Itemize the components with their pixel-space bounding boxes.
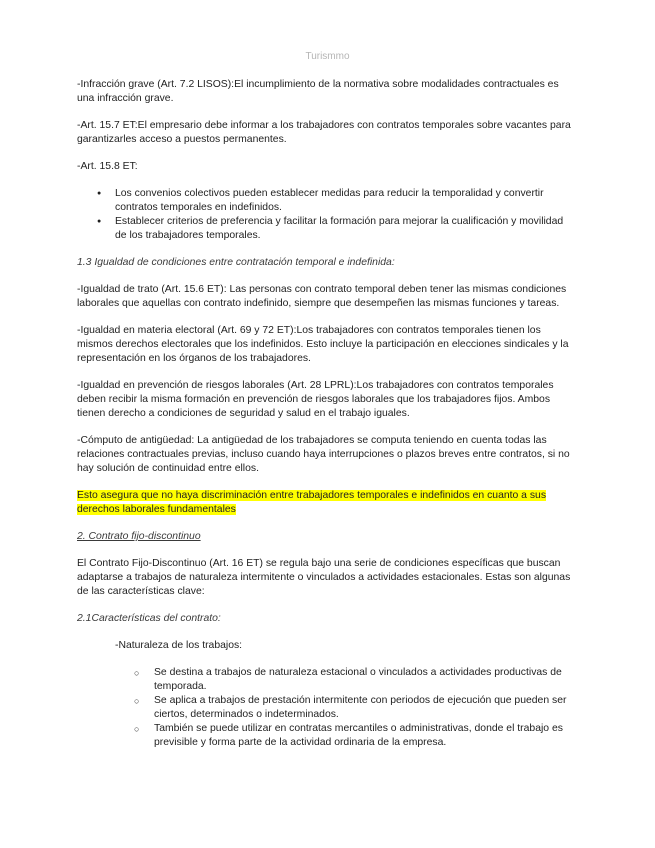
document-body	[77, 78, 577, 750]
document-header: Turismmo	[305, 51, 350, 62]
paragraph-igualdad-electoral: -Igualdad en materia electoral (Art. 69 y 72 ET):Los trabajadores con contratos temporales tienen los mismos derechos electorales que los indefinidos. Esto incluye la participación en elecciones sindicales y la representación en los órganos de los trabajadores.	[77, 325, 569, 364]
highlighted-paragraph	[77, 489, 577, 517]
paragraph-igualdad-trato: -Igualdad de trato (Art. 15.6 ET): Las personas con contrato temporal deben tener las mismas condiciones laborales que aquellas con contrato indefinido, siempre que desempeñen las mismas funciones y tareas.	[77, 284, 567, 309]
paragraph-contrato-fijo-discontinuo: El Contrato Fijo-Discontinuo (Art. 16 ET) se regula bajo una serie de condiciones específicas que buscan adaptarse a trabajos de naturaleza intermitente o vinculados a actividades estacionales. Estas son algunas de las características clave:	[77, 558, 571, 597]
paragraph-computo-antiguedad: -Cómputo de antigüedad: La antigüedad de los trabajadores se computa teniendo en cuenta todas las relaciones contractuales previas, incluso cuando haya interrupciones o plazos breves entre contratos, si no hay solución de continuidad entre ellos.	[77, 435, 570, 474]
subheading-naturaleza: -Naturaleza de los trabajos:	[115, 640, 243, 651]
section-heading-2: 2. Contrato fijo-discontinuo	[77, 531, 201, 542]
paragraph-art-15-7: -Art. 15.7 ET:El empresario debe informar a los trabajadores con contratos temporales sobre vacantes para garantizarles acceso a puestos permanentes.	[77, 120, 571, 145]
list-item: ○ Se aplica a trabajos de prestación intermitente con periodos de ejecución que pueden ser ciertos, determinados o indeterminados.	[115, 694, 577, 722]
list-item: ○ También se puede utilizar en contratas mercantiles o administrativas, donde el trabajo es previsible y forma parte de la actividad ordinaria de la empresa.	[115, 722, 577, 750]
bullet-list-convenios	[77, 187, 577, 243]
paragraph-art-15-8: -Art. 15.8 ET:	[77, 161, 138, 172]
list-item: ● Los convenios colectivos pueden establecer medidas para reducir la temporalidad y convertir contratos temporales en indefinidos.	[77, 187, 577, 215]
highlight-text: Esto asegura que no haya discriminación entre trabajadores temporales e indefinidos en cuanto a sus derechos laborales fundamentales	[77, 490, 547, 515]
section-heading-2-1: 2.1Características del contrato:	[77, 613, 221, 624]
list-item: ● Establecer criterios de preferencia y facilitar la formación para mejorar la cualificación y movilidad de los trabajadores temporales.	[77, 215, 577, 243]
list-item: ○ Se destina a trabajos de naturaleza estacional o vinculados a actividades productivas de temporada.	[115, 666, 577, 694]
paragraph-infraccion: -Infracción grave (Art. 7.2 LISOS):El incumplimiento de la normativa sobre modalidades contractuales es una infracción grave.	[77, 79, 559, 104]
bullet-list-naturaleza	[115, 666, 577, 750]
section-heading-1-3: 1.3 Igualdad de condiciones entre contratación temporal e indefinida:	[77, 257, 395, 268]
paragraph-igualdad-prevencion: -Igualdad en prevención de riesgos laborales (Art. 28 LPRL):Los trabajadores con contratos temporales deben recibir la misma formación en prevención de riesgos laborales que los trabajadores fijos. Ambos tienen derecho a condiciones de seguridad y salud en el trabajo iguales.	[77, 380, 554, 419]
